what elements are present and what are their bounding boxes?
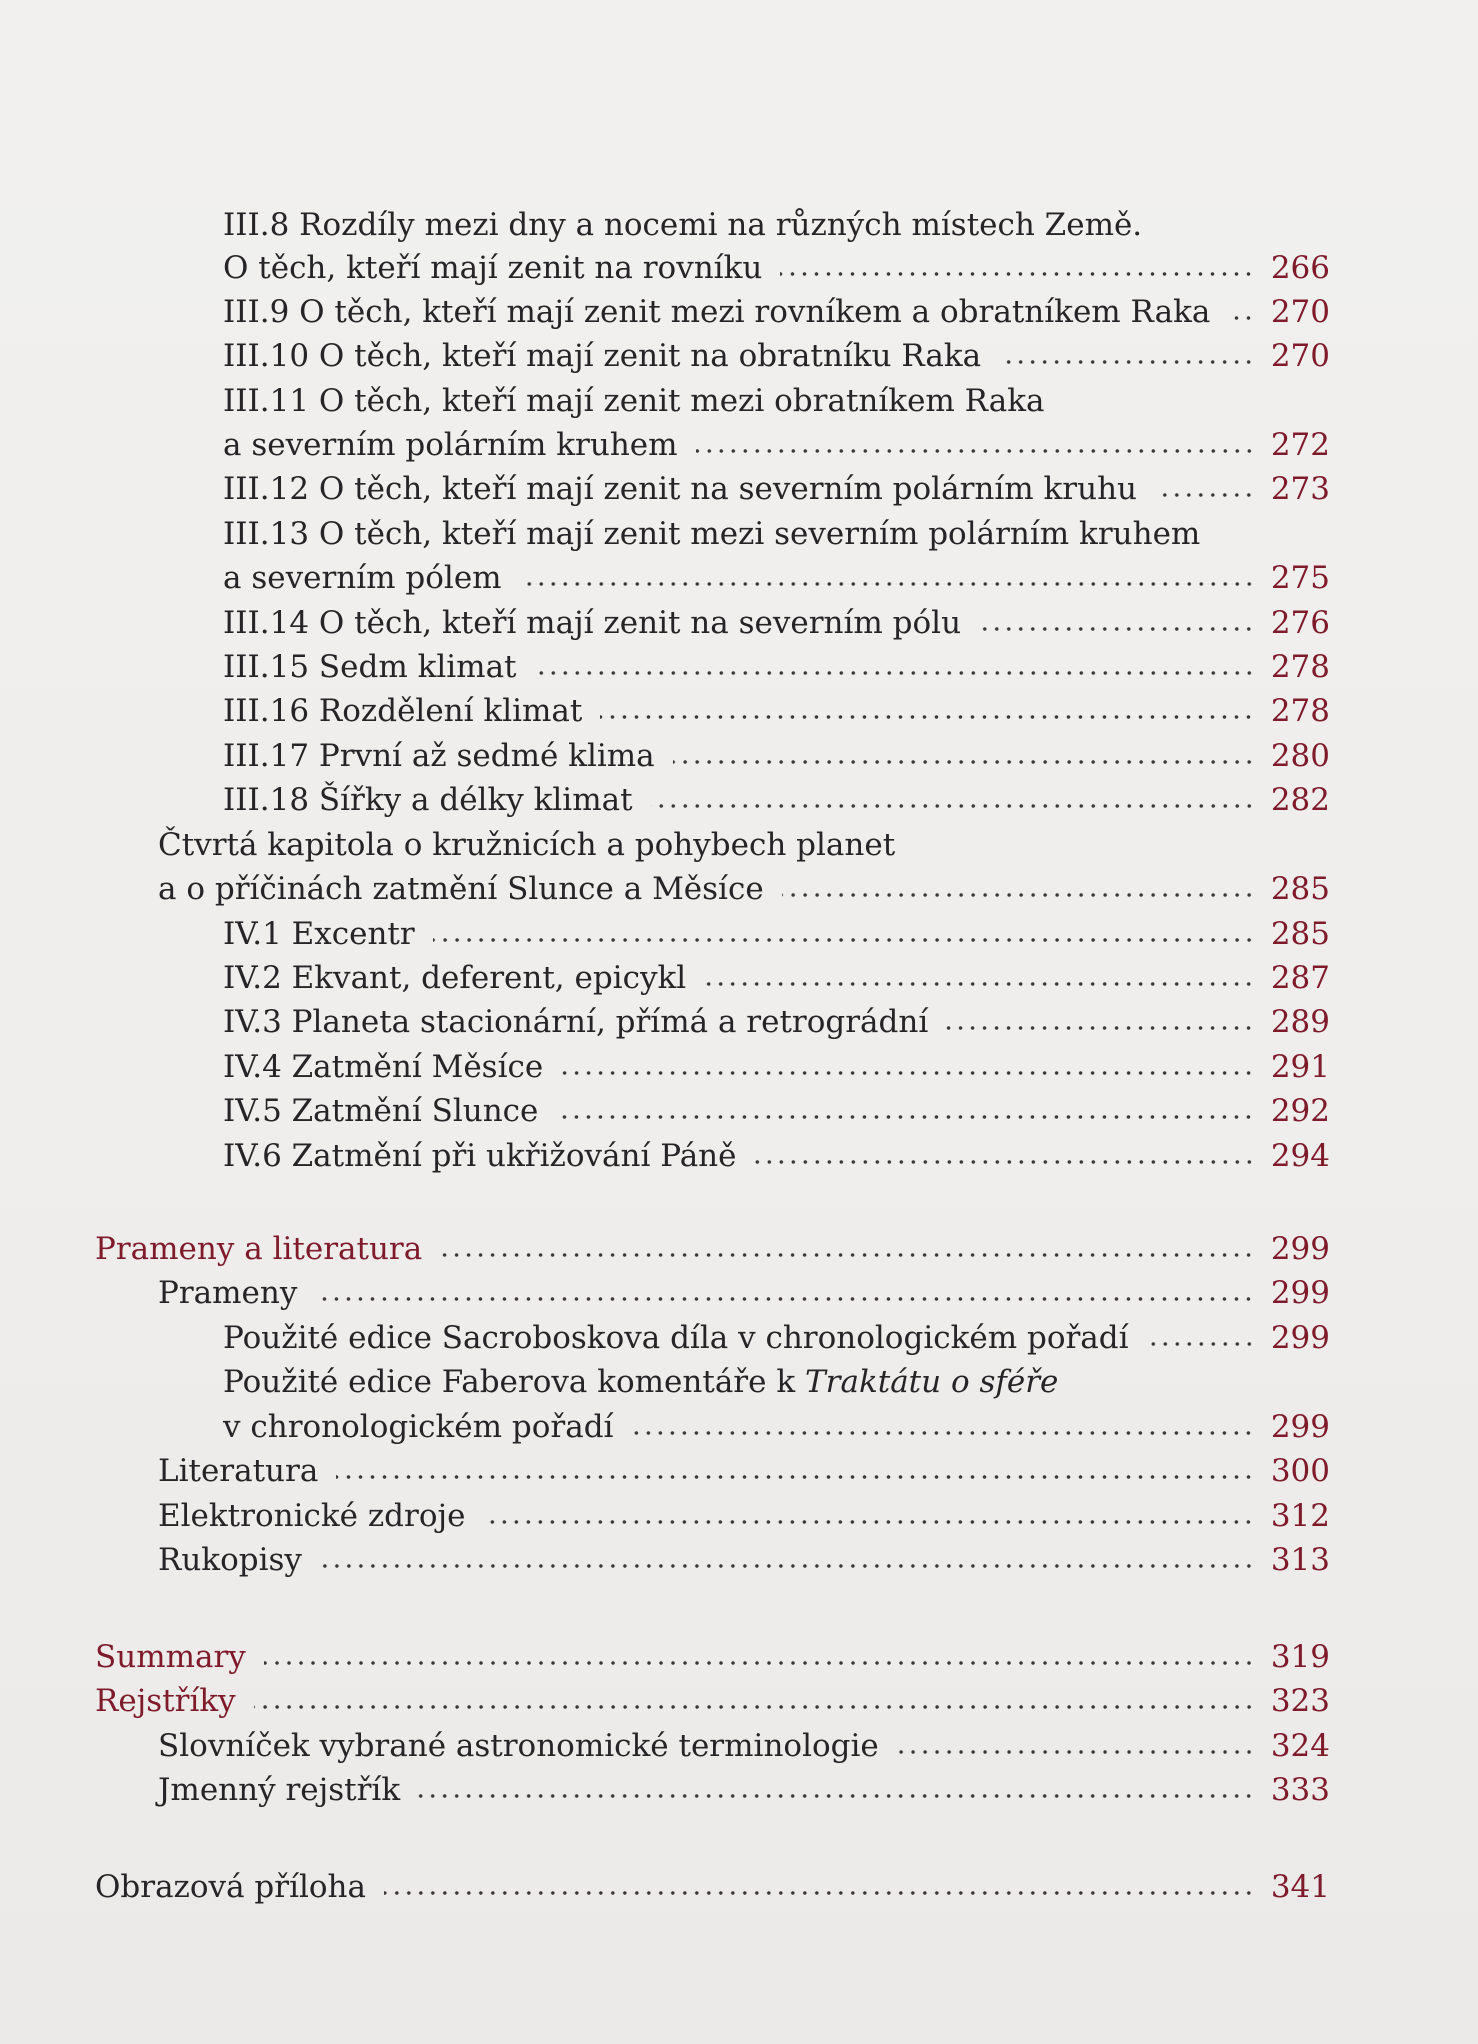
page-number: 324 [1270,1728,1330,1764]
page-number: 299 [1270,1320,1330,1356]
leader-dots [535,668,1255,678]
page-number: 280 [1270,738,1330,774]
leader-dots [704,979,1255,989]
leader-dots [556,1112,1254,1122]
page-number: 313 [1270,1542,1330,1578]
page-number: 289 [1270,1004,1330,1040]
page-number: 270 [1270,338,1330,374]
leader-dots [1147,1339,1255,1349]
leader-dots [782,890,1255,900]
leader-dots [336,1472,1255,1482]
page-number: 278 [1270,649,1330,685]
toc-entry-iii-18[interactable]: III.18 Šířky a délky klimat 282 [223,777,1330,823]
leader-dots [561,1068,1255,1078]
toc-entry-iii-16[interactable]: III.16 Rozdělení klimat 278 [223,688,1330,734]
toc-entry-literatura[interactable]: Literatura 300 [158,1448,1330,1494]
toc-entry-iv-5[interactable]: IV.5 Zatmění Slunce 292 [223,1088,1330,1134]
toc-entry-edice-faber-line1: Použité edice Faberova komentáře k Traktátu o sféře [223,1364,1059,1400]
page-number: 278 [1270,693,1330,729]
page-number: 270 [1270,294,1330,330]
toc-chapter-4-line1: Čtvrtá kapitola o kružnicích a pohybech planet [158,827,896,863]
toc-entry-iii-8-line1: III.8 Rozdíly mezi dny a nocemi na různých místech Země. [223,207,1143,243]
leader-dots [440,1250,1255,1260]
leader-dots [315,1294,1254,1304]
page-number: 319 [1270,1639,1330,1675]
toc-entry-iii-9[interactable]: III.9 O těch, kteří mají zenit mezi rovníkem a obratníkem Raka 270 [223,289,1330,335]
leader-dots [483,1517,1254,1527]
page-number: 273 [1270,471,1330,507]
leader-dots [320,1561,1255,1571]
toc-section-rejstriky[interactable]: Rejstříky 323 [95,1678,1330,1724]
toc-entry-iii-11-line1: III.11 O těch, kteří mají zenit mezi obratníkem Raka [223,383,1045,419]
leader-dots [696,446,1255,456]
leader-dots [418,1791,1255,1801]
page-number: 266 [1270,250,1330,286]
toc-entry-edice-faber[interactable]: v chronologickém pořadí 299 [223,1404,1330,1450]
page-number: 287 [1270,960,1330,996]
leader-dots [264,1658,1255,1668]
toc-entry-iv-2[interactable]: IV.2 Ekvant, deferent, epicykl 287 [223,955,1330,1001]
leader-dots [384,1888,1255,1898]
leader-dots [999,357,1255,367]
toc-entry-iii-14[interactable]: III.14 O těch, kteří mají zenit na severním pólu 276 [223,600,1330,646]
toc-section-prameny-a-literatura[interactable]: Prameny a literatura 299 [95,1226,1330,1272]
toc-entry-jmenny-rejstrik[interactable]: Jmenný rejstřík 333 [158,1767,1330,1813]
toc-chapter-4[interactable]: a o příčinách zatmění Slunce a Měsíce 285 [158,866,1330,912]
toc-section-summary[interactable]: Summary 319 [95,1634,1330,1680]
page-number: 312 [1270,1498,1330,1534]
toc-entry-iii-15[interactable]: III.15 Sedm klimat 278 [223,644,1330,690]
toc-entry-elektronicke-zdroje[interactable]: Elektronické zdroje 312 [158,1493,1330,1539]
page-number: 333 [1270,1772,1330,1808]
page-number: 282 [1270,782,1330,818]
page-number: 299 [1270,1275,1330,1311]
page-number: 276 [1270,605,1330,641]
toc-entry-iii-13-line1: III.13 O těch, kteří mají zenit mezi severním polárním kruhem [223,516,1201,552]
leader-dots [673,757,1255,767]
page-number: 341 [1270,1869,1330,1905]
leader-dots [1155,490,1255,500]
leader-dots [651,801,1255,811]
toc-entry-iv-1[interactable]: IV.1 Excentr 285 [223,911,1330,957]
toc-section-obrazova-priloha[interactable]: Obrazová příloha 341 [95,1864,1330,1910]
page-number: 291 [1270,1049,1330,1085]
toc-entry-iii-11[interactable]: a severním polárním kruhem 272 [223,422,1330,468]
page-number: 300 [1270,1453,1330,1489]
toc-entry-iii-8[interactable]: O těch, kteří mají zenit na rovníku 266 [223,245,1330,291]
page-number: 272 [1270,427,1330,463]
leader-dots [946,1023,1255,1033]
leader-dots [1228,313,1254,323]
page-number: 323 [1270,1683,1330,1719]
page-number: 294 [1270,1138,1330,1174]
page-number: 299 [1270,1231,1330,1267]
toc-entry-rukopisy[interactable]: Rukopisy 313 [158,1537,1330,1583]
leader-dots [433,935,1255,945]
toc-entry-prameny[interactable]: Prameny 299 [158,1270,1330,1316]
toc-entry-iv-6[interactable]: IV.6 Zatmění při ukřižování Páně 294 [223,1133,1330,1179]
page-number: 299 [1270,1409,1330,1445]
leader-dots [600,712,1254,722]
leader-dots [520,579,1255,589]
leader-dots [780,269,1254,279]
page-number: 285 [1270,916,1330,952]
page-number: 275 [1270,560,1330,596]
page-number: 285 [1270,871,1330,907]
leader-dots [254,1702,1255,1712]
page-number: 292 [1270,1093,1330,1129]
toc-entry-iv-4[interactable]: IV.4 Zatmění Měsíce 291 [223,1044,1330,1090]
leader-dots [979,624,1255,634]
leader-dots [631,1428,1254,1438]
leader-dots [755,1157,1255,1167]
toc-entry-iii-12[interactable]: III.12 O těch, kteří mají zenit na severním polárním kruhu 273 [223,466,1330,512]
toc-entry-slovnicek[interactable]: Slovníček vybrané astronomické terminologie 324 [158,1723,1330,1769]
leader-dots [897,1747,1255,1757]
toc-entry-iii-13[interactable]: a severním pólem 275 [223,555,1330,601]
toc-entry-iii-10[interactable]: III.10 O těch, kteří mají zenit na obratníku Raka 270 [223,333,1330,379]
toc-entry-iv-3[interactable]: IV.3 Planeta stacionární, přímá a retrográdní 289 [223,999,1330,1045]
toc-entry-edice-sacrobosko[interactable]: Použité edice Sacroboskova díla v chronologickém pořadí 299 [223,1315,1330,1361]
toc-entry-iii-17[interactable]: III.17 První až sedmé klima 280 [223,733,1330,779]
